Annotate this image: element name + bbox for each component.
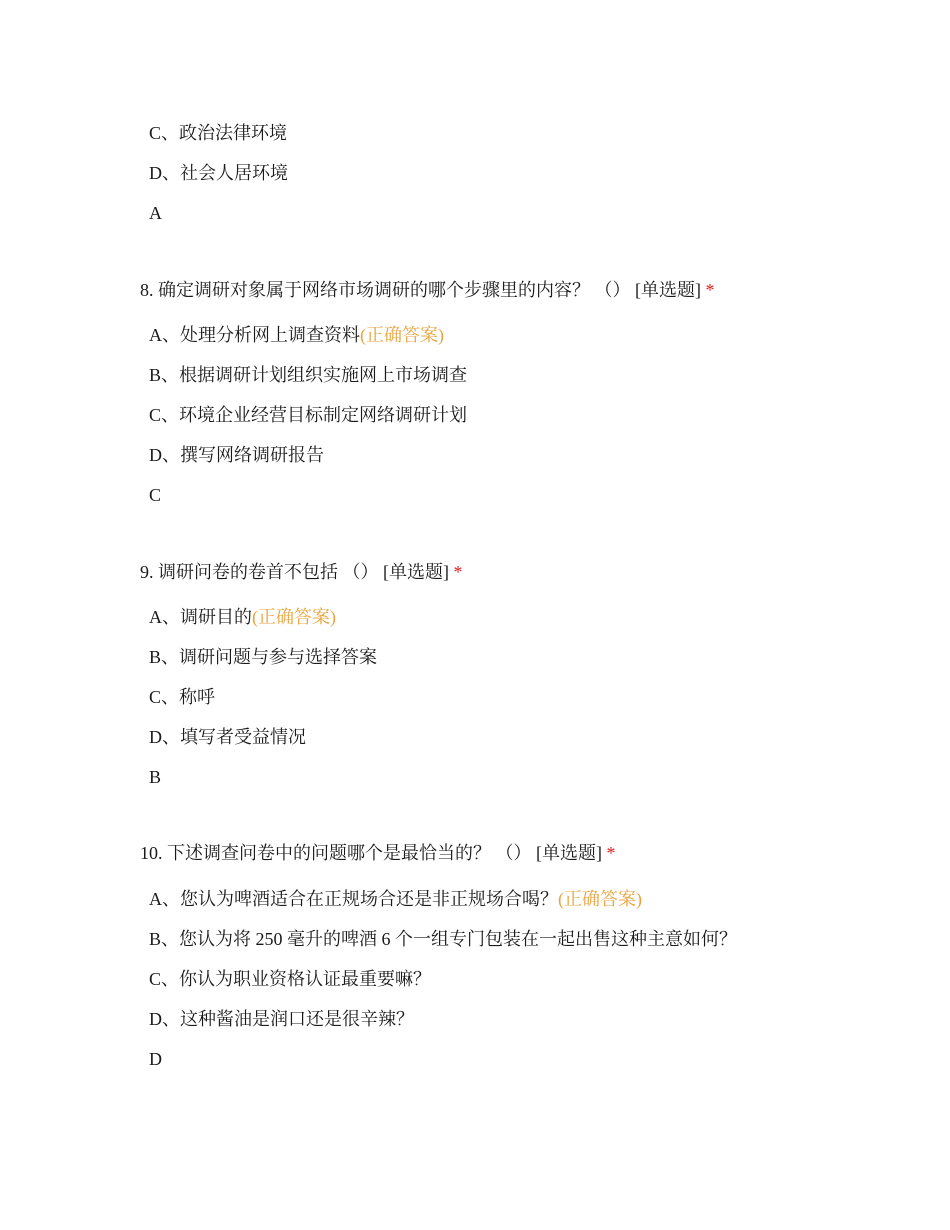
option-d: D、社会人居环境 <box>149 163 288 183</box>
question-10-option-b: B、您认为将 250 毫升的啤酒 6 个一组专门包装在一起出售这种主意如何？ <box>149 929 738 949</box>
correct-answer-label: (正确答案) <box>360 325 444 345</box>
question-title-text: 9. 调研问卷的卷首不包括 （） [单选题] <box>140 562 449 582</box>
question-title-text: 8. 确定调研对象属于网络市场调研的哪个步骤里的内容？ （） [单选题] <box>140 280 701 300</box>
correct-answer-label: (正确答案) <box>252 607 336 627</box>
question-8-title <box>140 278 715 302</box>
user-answer: A <box>149 203 162 223</box>
question-8-option-c: C、环境企业经营目标制定网络调研计划 <box>149 405 468 425</box>
correct-answer-label: (正确答案) <box>558 889 642 909</box>
option-text: A、处理分析网上调查资料 <box>149 325 360 345</box>
required-mark: * <box>453 562 463 582</box>
question-title-text: 10. 下述调查问卷中的问题哪个是最恰当的？ （） [单选题] <box>140 843 602 863</box>
question-8-user-answer: C <box>149 485 162 505</box>
option-text: A、调研目的 <box>149 607 252 627</box>
option-c: C、政治法律环境 <box>149 123 288 143</box>
required-mark: * <box>705 280 715 300</box>
question-10-option-c: C、你认为职业资格认证最重要嘛？ <box>149 969 432 989</box>
question-8-option-b: B、根据调研计划组织实施网上市场调查 <box>149 365 468 385</box>
question-9-option-c: C、称呼 <box>149 687 216 707</box>
question-10-option-d: D、这种酱油是润口还是很辛辣？ <box>149 1009 414 1029</box>
question-9-title <box>140 560 463 584</box>
required-mark: * <box>606 843 616 863</box>
question-9-user-answer: B <box>149 767 162 787</box>
question-8-option-a <box>149 323 444 347</box>
question-10-option-a <box>149 887 642 911</box>
question-9-option-a <box>149 605 336 629</box>
question-9-option-b: B、调研问题与参与选择答案 <box>149 647 378 667</box>
question-10-user-answer: D <box>149 1049 162 1069</box>
option-text: A、您认为啤酒适合在正规场合还是非正规场合喝？ <box>149 889 558 909</box>
question-8-option-d: D、撰写网络调研报告 <box>149 445 324 465</box>
question-10-title <box>140 841 616 865</box>
question-9-option-d: D、填写者受益情况 <box>149 727 306 747</box>
